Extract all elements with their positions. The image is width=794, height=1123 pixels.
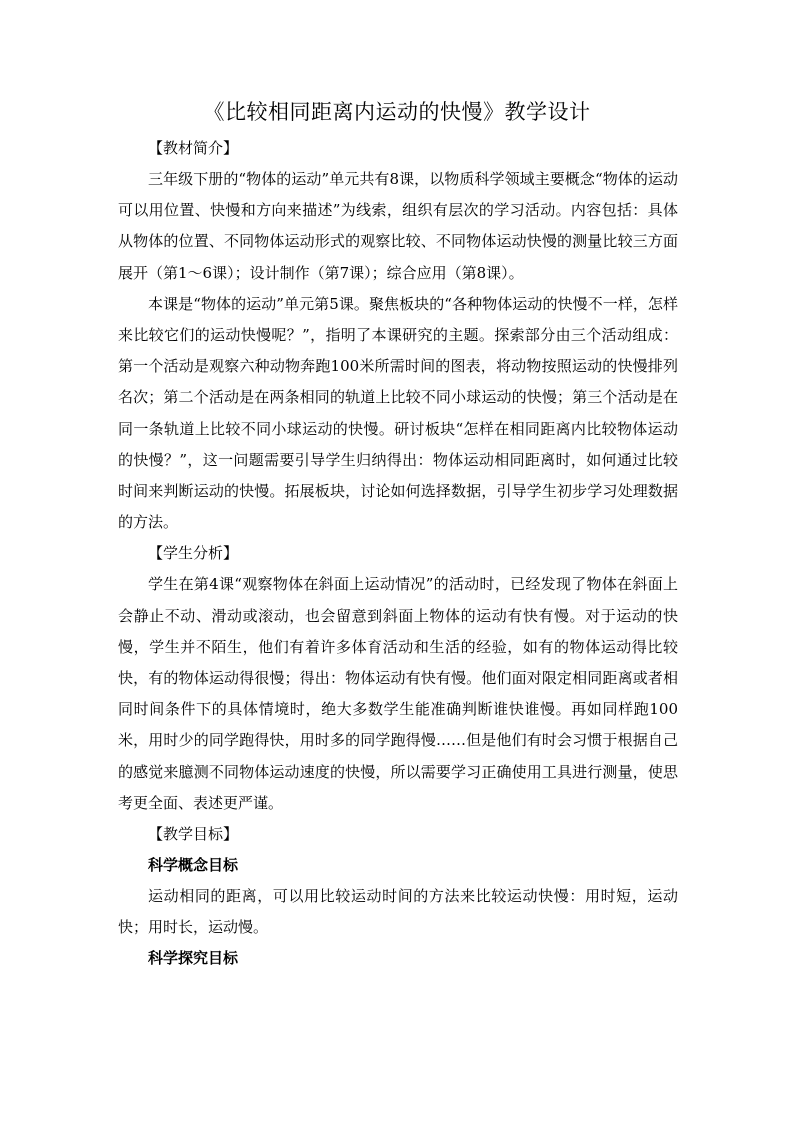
subsection-heading: 科学概念目标: [148, 856, 239, 875]
paragraph: 三年级下册的“物体的运动”单元共有8课，以物质科学领域主要概念“物体的运动可以用位置、快慢和方向来描述”为线索，组织有层次的学习活动。内容包括：具体从物体的位置、不同物体运动形式的观察比较、不同物体运动快慢的测量比较三方面展开（第1～6课）；设计制作（第7课）；综合应用（第8课）。: [118, 170, 678, 282]
paragraph: 学生在第4课“观察物体在斜面上运动情况”的活动时，已经发现了物体在斜面上会静止不动、滑动或滚动，也会留意到斜面上物体的运动有快有慢。对于运动的快慢，学生并不陌生，他们有着许多体育活动和生活的经验，如有的物体运动得比较快，有的物体运动得很慢；得出：物体运动有快有慢。他们面对限定相同距离或者相同时间条件下的具体情境时，绝大多数学生能准确判断谁快谁慢。再如同样跑100米，用时少的同学跑得快，用时多的同学跑得慢……但是他们有时会习惯于根据自己的感觉来臆测不同物体运动速度的快慢，所以需要学习正确使用工具进行测量，使思考更全面、表述更严谨。: [118, 575, 678, 812]
section-teaching-goals: [118, 819, 678, 974]
section-student-analysis: [118, 538, 678, 819]
section-heading: 【学生分析】: [148, 544, 239, 563]
paragraph: 运动相同的距离，可以用比较运动时间的方法来比较运动快慢：用时短，运动快；用时长，运动慢。: [118, 887, 678, 937]
document-body: [118, 133, 678, 974]
section-heading: 【教材简介】: [148, 139, 239, 157]
section-textbook-intro: [118, 133, 678, 538]
document-title: 《比较相同距离内运动的快慢》教学设计: [203, 100, 591, 124]
paragraph: 本课是“物体的运动”单元第5课。聚焦板块的“各种物体运动的快慢不一样，怎样来比较它们的运动快慢呢？”，指明了本课研究的主题。探索部分由三个活动组成：第一个活动是观察六种动物奔跑100米所需时间的图表，将动物按照运动的快慢排列名次；第二个活动是在两条相同的轨道上比较不同小球运动的快慢；第三个活动是在同一条轨道上比较不同小球运动的快慢。研讨板块“怎样在相同距离内比较物体运动的快慢？”，这一问题需要引导学生归纳得出：物体运动相同距离时，如何通过比较时间来判断运动的快慢。拓展板块，讨论如何选择数据，引导学生初步学习处理数据的方法。: [118, 294, 678, 532]
subsection-heading: 科学探究目标: [148, 949, 239, 968]
section-heading: 【教学目标】: [148, 825, 239, 844]
